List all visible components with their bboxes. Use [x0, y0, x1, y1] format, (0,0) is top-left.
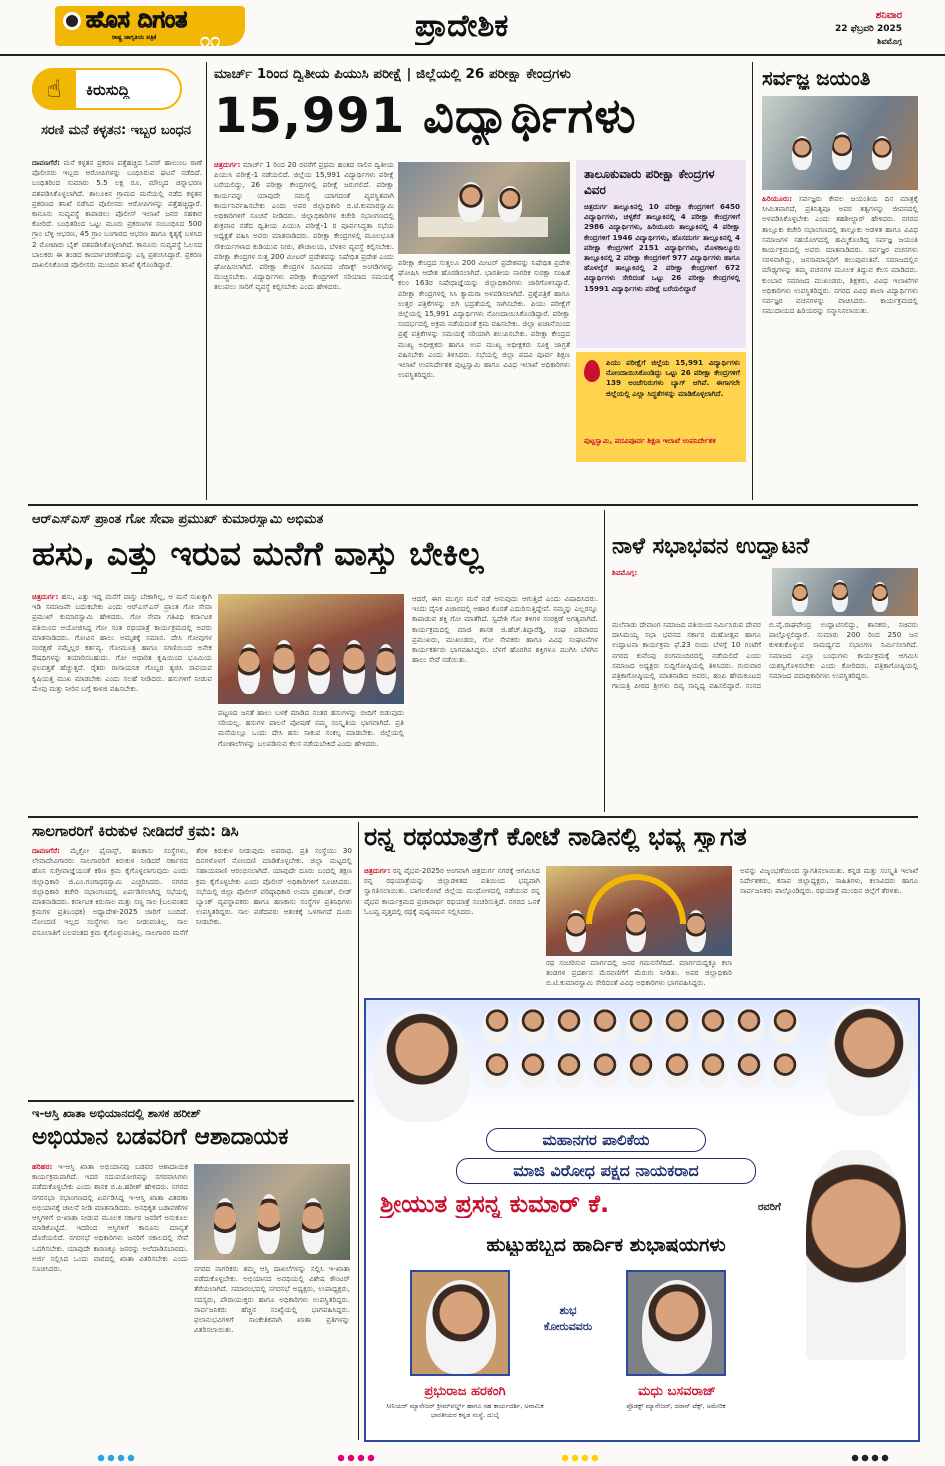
ad-photo-frame-1	[410, 1270, 510, 1376]
kirusuddi-badge	[32, 68, 182, 110]
column-divider	[604, 510, 605, 812]
page-date: 22 ಫೆಬ್ರವರಿ 2025	[835, 24, 902, 34]
section-title: ಪ್ರಾದೇಶಿಕ	[415, 8, 509, 44]
sarvajna-photo	[762, 96, 918, 190]
ratha-title: ರನ್ನ ರಥಯಾತ್ರೆಗೆ ಕೋಟೆ ನಾಡಿನಲ್ಲಿ ಭವ್ಯ ಸ್ವಾಗತ	[364, 822, 747, 851]
ekhata-dateline: ಹರಿಹರ:	[32, 1162, 53, 1171]
column-divider	[358, 822, 359, 1440]
registration-dots	[560, 1454, 600, 1462]
ad-portrait-small	[590, 1052, 620, 1088]
page-number: ೧೧	[200, 30, 221, 51]
ad-portrait-small	[770, 1052, 800, 1088]
ekhata-body-col1	[32, 1162, 188, 1440]
ratha-text-1: ರನ್ನ ವೈಭವ-2025ರ ಅಂಗವಾಗಿ ಚಿತ್ರದುರ್ಗ ನಗರಕ್ಕೆ ಆಗಮಿಸಿದ ರನ್ನ ರಥಯಾತ್ರೆಯನ್ನು ಜಿಲ್ಲಾಡಳಿತದ ವತಿಯಿಂದ ಭವ್ಯವಾಗಿ ಸ್ವಾಗತಿಸಲಾಯಿತು. ಬಾಗಲಕೋಟೆ ಜಿಲ್ಲೆಯ ಮುಧೋಳದಲ್ಲಿ ನಡೆಯುವ ರನ್ನ ವೈಭವ ಕಾರ್ಯಕ್ರಮದ ಪ್ರಚಾರಾರ್ಥ ರಥಯಾತ್ರೆ ಸಂಚರಿಸುತ್ತಿದೆ. ನಗರದ ಒನಕೆ ಓಬವ್ವ ವೃತ್ತದಲ್ಲಿ ರಥಕ್ಕೆ ಪುಷ್ಪನಮನ ಸಲ್ಲಿಸಿದರು.	[364, 866, 540, 916]
kirusuddi-title: ಸರಣಿ ಮನೆ ಕಳ್ಳತನ: ಇಬ್ಬರ ಬಂಧನ	[40, 123, 192, 138]
registration-dots	[850, 1454, 890, 1462]
salagara-title: ಸಾಲಗಾರರಿಗೆ ಕಿರುಕುಳ ನೀಡಿದರೆ ಕ್ರಮ: ಡಿಸಿ	[32, 822, 239, 840]
taluk-box	[576, 160, 746, 348]
meeting-photo	[398, 162, 570, 254]
kirusuddi-label: ಕಿರುಸುದ್ದಿ	[86, 81, 130, 99]
sabhabhavana-title: ನಾಳೆ ಸಭಾಭವನ ಉದ್ಘಾಟನೆ	[612, 534, 810, 559]
ekhata-text-2: ನಗರದ ನಾಗರಿಕರು ತಮ್ಮ ಆಸ್ತಿ ದಾಖಲೆಗಳನ್ನು ಸಲ್ಲಿಸಿ ಇ-ಖಾತಾ ಪಡೆದುಕೊಳ್ಳಬೇಕು. ಅಭಿಯಾನದ ಅವಧಿಯಲ್ಲಿ ವಿಶೇಷ ಕೌಂಟರ್ ತೆರೆಯಲಾಗಿದೆ. ಸಮಾರಂಭದಲ್ಲಿ ನಗರಸಭೆ ಅಧ್ಯಕ್ಷರು, ಉಪಾಧ್ಯಕ್ಷರು, ಸದಸ್ಯರು, ಪೌರಾಯುಕ್ತರು ಹಾಗೂ ಅಧಿಕಾರಿಗಳು ಉಪಸ್ಥಿತರಿದ್ದರು. ಸಾರ್ವಜನಿಕರು ಹೆಚ್ಚಿನ ಸಂಖ್ಯೆಯಲ್ಲಿ ಭಾಗವಹಿಸಿದ್ದರು. ಫಲಾನುಭವಿಗಳಿಗೆ ಸಾಂಕೇತಿಕವಾಗಿ ಖಾತಾ ಪ್ರತಿಗಳನ್ನು ವಿತರಿಸಲಾಯಿತು.	[194, 1264, 350, 1335]
ad-portrait-small	[590, 1008, 620, 1044]
ratha-body-col2	[546, 958, 732, 992]
rss-headline: ಹಸು, ಎತ್ತು ಇರುವ ಮನೆಗೆ ವಾಸ್ತು ಬೇಕಿಲ್ಲ	[32, 534, 484, 573]
ratha-photo	[546, 866, 732, 956]
salagara-dateline: ದಾವಣಗೆರೆ:	[32, 846, 61, 855]
ad-honoree-photo	[806, 1150, 906, 1360]
registration-dots	[336, 1454, 376, 1462]
go-seva-photo	[218, 594, 404, 704]
section-divider	[28, 816, 918, 818]
kirusuddi-text: ಮನೆ ಕಳ್ಳತನ ಪ್ರಕರಣ ಪತ್ತೆಹಚ್ಚಿದ ಓವರ್ ಹಾಲುಂಬ ಠಾಣೆ ಪೊಲೀಸರು ಇಬ್ಬರು ಆರೋಪಿಗಳನ್ನು ಬಂಧಿಸಿರುವ ಘಟನೆ ನಡೆದಿದೆ. ಬಂಧಿತರಿಂದ ಸುಮಾರು 5.5 ಲಕ್ಷ ರೂ. ಮೌಲ್ಯದ ಚಿನ್ನಾಭರಣ ವಶಪಡಿಸಿಕೊಳ್ಳಲಾಗಿದೆ. ತಾಲೂಕಿನ ಗ್ರಾಮದ ಮನೆಯಲ್ಲಿ ನಡೆದ ಕಳ್ಳತನ ಪ್ರಕರಣದ ತನಿಖೆ ನಡೆಸಿದ ಪೊಲೀಸರು ಆರೋಪಿಗಳನ್ನು ಪತ್ತೆಹಚ್ಚಿದ್ದಾರೆ. ಕಾನೂನು ಸುವ್ಯವಸ್ಥೆ ಕಾಪಾಡಲು ಪೊಲೀಸ್ ಇಲಾಖೆ ಜನರ ಸಹಕಾರ ಕೋರಿದೆ. ಬಂಧಿತರಿಂದ ಒಟ್ಟು ಮೂರು ಪ್ರಕರಣಗಳ ಸಂಬಂಧಿಸಿದ 500 ಗ್ರಾಂ ಬೆಳ್ಳಿ ಆಭರಣ, 45 ಗ್ರಾಂ ಬಂಗಾರದ ಆಭರಣ ಹಾಗೂ ಕೃತ್ಯಕ್ಕೆ ಬಳಸಿದ 2 ಮೋಟಾರು ಬೈಕ್ ವಶಪಡಿಸಿಕೊಳ್ಳಲಾಗಿದೆ. ಕಾನೂನು ಸುವ್ಯವಸ್ಥೆ ಓಲಸದ ಬಾಲಕರು ಈ ತಂಡದ ಕಾರ್ಯಾಚರಣೆಯನ್ನು ಎಸ್ಪಿ ಪ್ರಶಂಸಿಸಿದ್ದಾರೆ. ಪ್ರಕರಣ ದಾಖಲಿಸಿಕೊಂಡ ಪೊಲೀಸರು ಮುಂದಿನ ತನಿಖೆ ಕೈಗೊಂಡಿದ್ದಾರೆ.	[32, 158, 202, 270]
page-day: ಶನಿವಾರ	[875, 10, 902, 21]
ad-portrait-elder	[826, 1004, 912, 1116]
ratha-body-col1	[364, 866, 540, 992]
ad-portrait-small	[518, 1052, 548, 1088]
ekhata-headline: ಅಭಿಯಾನ ಬಡವರಿಗೆ ಆಶಾದಾಯಕ	[32, 1124, 289, 1150]
lead-text-1: ಮಾರ್ಚ್ 1 ರಿಂದ 20 ರವರೆಗೆ ಪ್ರಥಮ ಹಂತದ ಸಾಲಿನ ದ್ವಿತೀಯ ಪಿಯುಸಿ ಪರೀಕ್ಷೆ-1 ನಡೆಯಲಿದೆ. ಜಿಲ್ಲೆಯ 15,991 ವಿದ್ಯಾರ್ಥಿಗಳು ಪರೀಕ್ಷೆ ಬರೆಯಲಿದ್ದು, 26 ಪರೀಕ್ಷಾ ಕೇಂದ್ರಗಳಲ್ಲಿ ಪರೀಕ್ಷೆ ಜರುಗಲಿದೆ. ಪರೀಕ್ಷಾ ಕಾರ್ಯವನ್ನು ಯಾವುದೇ ಸಮಸ್ಯೆ ಯಾಗದಂತೆ ವ್ಯವಸ್ಥಿತವಾಗಿ ಕಾರ್ಯನಿರ್ವಹಿಸಬೇಕು ಎಂದು ಅಪರ ಜಿಲ್ಲಾಧಿಕಾರಿ ಬಿ.ಟಿ.ಕುಮಾರಸ್ವಾಮಿ ಅಧಿಕಾರಿಗಳಿಗೆ ಸೂಚನೆ ನೀಡಿದರು. ಜಿಲ್ಲಾಧಿಕಾರಿಗಳ ಕಚೇರಿ ಸಭಾಂಗಣದಲ್ಲಿ ಶುಕ್ರವಾರ ನಡೆದ ದ್ವಿತೀಯ ಪಿಯುಸಿ ಪರೀಕ್ಷೆ-1 ರ ಪೂರ್ವಸಿದ್ಧತಾ ಸಭೆಯ ಅಧ್ಯಕ್ಷತೆ ವಹಿಸಿ ಅವರು ಮಾತನಾಡಿದರು. ಪರೀಕ್ಷಾ ಕೇಂದ್ರಗಳಲ್ಲಿ ಮೂಲಭೂತ ಸೌಕರ್ಯಗಳಾದ ಕುಡಿಯುವ ನೀರು, ಶೌಚಾಲಯ, ಬೆಳಕಿನ ವ್ಯವಸ್ಥೆ ಕಲ್ಪಿಸಬೇಕು. ಪರೀಕ್ಷಾ ಕೇಂದ್ರಗಳ ಸುತ್ತ 200 ಮೀಟರ್ ಪ್ರದೇಶವನ್ನು ನಿಷೇಧಿತ ಪ್ರದೇಶ ಎಂದು ಘೋಷಿಸಲಾಗಿದೆ. ಪರೀಕ್ಷಾ ಕೇಂದ್ರಗಳ ಸಮೀಪದ ಜೆರಾಕ್ಸ್ ಅಂಗಡಿಗಳನ್ನು ಮುಚ್ಚಿಸಬೇಕು. ವಿದ್ಯಾರ್ಥಿಗಳು ಪರೀಕ್ಷಾ ಕೇಂದ್ರಗಳಿಗೆ ಸರಿಯಾದ ಸಮಯಕ್ಕೆ ತಲುಪಲು ಸಾರಿಗೆ ವ್ಯವಸ್ಥೆ ಕಲ್ಪಿಸಬೇಕು ಎಂದು ಹೇಳಿದರು.	[214, 160, 394, 292]
sarvajna-dateline: ಹಿರಿಯೂರು:	[762, 194, 792, 203]
ad-portrait-small	[698, 1008, 728, 1044]
ad-line2: ಮಾಜಿ ವಿರೋಧ ಪಕ್ಷದ ನಾಯಕರಾದ	[456, 1158, 756, 1184]
rss-body-col2	[218, 708, 404, 810]
lead-body-col2	[398, 258, 570, 496]
ratha-text-3: ಅವನ್ನು ವಿಜೃಂಭಣೆಯಿಂದ ಸ್ವಾಗತಿಸಲಾಯಿತು. ಕನ್ನಡ ಮತ್ತು ಸಂಸ್ಕೃತಿ ಇಲಾಖೆ ನಿರ್ದೇಶಕರು, ಕಸಾಪ ಜಿಲ್ಲಾಧ್ಯಕ್ಷರು, ಸಾಹಿತಿಗಳು, ಕಲಾವಿದರು ಹಾಗೂ ಸಾರ್ವಜನಿಕರು ಪಾಲ್ಗೊಂಡಿದ್ದರು. ರಥಯಾತ್ರೆ ಮುಂದಿನ ಜಿಲ್ಲೆಗೆ ತೆರಳಿತು.	[740, 866, 918, 896]
pointing-hand-icon: ☝	[32, 68, 76, 110]
ad-person1-name: ಪ್ರಭುರಾಜ ಹರಕಂಗಿ	[424, 1384, 506, 1399]
birthday-ad	[364, 998, 920, 1442]
sarvajna-body	[762, 194, 918, 496]
ad-portrait-small	[554, 1008, 584, 1044]
lead-kicker: ಮಾರ್ಚ್ 1ರಿಂದ ದ್ವಿತೀಯ ಪಿಯುಸಿ ಪರೀಕ್ಷೆ | ಜಿಲ್ಲೆಯಲ್ಲಿ 26 ಪರೀಕ್ಷಾ ಕೇಂದ್ರಗಳು	[214, 66, 571, 82]
ad-portrait-small	[734, 1052, 764, 1088]
sarvajna-title: ಸರ್ವಜ್ಞ ಜಯಂತಿ	[762, 66, 871, 90]
logo-tagline: ರಾಷ್ಟ್ರ ಜಾಗೃತಿಯ ಪತ್ರಿಕೆ	[112, 34, 157, 41]
ad-photo-frame-2	[626, 1270, 726, 1376]
column-divider	[752, 62, 753, 500]
ad-line1: ಮಹಾನಗರ ಪಾಲಿಕೆಯ	[486, 1128, 706, 1152]
rss-kicker: ಆರ್‌ಎಸ್‌ಎಸ್ ಪ್ರಾಂತ ಗೋ ಸೇವಾ ಪ್ರಮುಖ್ ಕುಮಾರಸ್ವಾಮಿ ಅಭಿಮತ	[32, 512, 324, 527]
ratha-body-col3	[740, 866, 918, 992]
ekhata-body-col2	[194, 1264, 350, 1440]
yellow-quote-box	[576, 352, 746, 462]
ad-person2-name: ಮಧು ಬಸವರಾಜ್	[638, 1384, 716, 1399]
taluk-box-body: ಚಿತ್ರದುರ್ಗ ತಾಲ್ಲೂಕಿನಲ್ಲಿ 10 ಪರೀಕ್ಷಾ ಕೇಂದ್ರಗಳಿಗೆ 6450 ವಿದ್ಯಾರ್ಥಿಗಳು, ಚಳ್ಳಕೆರೆ ತಾಲ್ಲೂಕಿನಲ್ಲಿ 4 ಪರೀಕ್ಷಾ ಕೇಂದ್ರಗಳಿಗೆ 2986 ವಿದ್ಯಾರ್ಥಿಗಳು, ಹಿರಿಯೂರು ತಾಲ್ಲೂಕಿನಲ್ಲಿ 4 ಪರೀಕ್ಷಾ ಕೇಂದ್ರಗಳಿಗೆ 1946 ವಿದ್ಯಾರ್ಥಿಗಳು, ಹೊಸದುರ್ಗ ತಾಲ್ಲೂಕಿನಲ್ಲಿ 4 ಪರೀಕ್ಷಾ ಕೇಂದ್ರಗಳಿಗೆ 2151 ವಿದ್ಯಾರ್ಥಿಗಳು, ಮೊಳಕಾಲ್ಮೂರು ತಾಲ್ಲೂಕಿನಲ್ಲಿ 2 ಪರೀಕ್ಷಾ ಕೇಂದ್ರಗಳಿಗೆ 977 ವಿದ್ಯಾರ್ಥಿಗಳು ಹಾಗೂ ಹೊಳಲ್ಕೆರೆ ತಾಲ್ಲೂಕಿನಲ್ಲಿ 2 ಪರೀಕ್ಷಾ ಕೇಂದ್ರಗಳಿಗೆ 672 ವಿದ್ಯಾರ್ಥಿಗಳು ಸೇರಿದಂತೆ ಒಟ್ಟು 26 ಪರೀಕ್ಷಾ ಕೇಂದ್ರಗಳಲ್ಲಿ 15991 ವಿದ್ಯಾರ್ಥಿಗಳು ಪರೀಕ್ಷೆ ಬರೆಯಲಿದ್ದಾರೆ	[584, 202, 740, 293]
ad-portrait-small	[698, 1052, 728, 1088]
ad-wish-1: ಶುಭ	[559, 1304, 577, 1317]
column-divider	[206, 62, 207, 500]
ad-portrait-small	[482, 1008, 512, 1044]
rss-text-3: ಆದರೆ, ಈಗ ಮುಗ್ಗನ ಮನೆ ನಡೆ ಆನುವುದು ಆಗುತ್ತಿದೆ ಎಂದು ವಿಷಾದಿಸಿದರು. ಇಂದು ದೈನಿಕ ವಿಚಾರದಲ್ಲಿ ಆಹಾರ ಕೊರತೆ ಎದುರಿಸುತ್ತಿದ್ದೇವೆ. ನಮ್ಮನ್ನು ಎಲ್ಲರನ್ನೂ ಕಾಪಾಡುವ ಶಕ್ತಿ ಗೋ ಮಾತೆಗಿದೆ. ಸ್ವದೇಶಿ ಗೋ ತಳಿಗಳ ಸಂರಕ್ಷಣೆ ಅಗತ್ಯವಾಗಿದೆ. ಕಾರ್ಯಕ್ರಮದಲ್ಲಿ ಮಾಜಿ ಶಾಸಕ ಜಿ.ಹೆಚ್.ತಿಪ್ಪಾರೆಡ್ಡಿ, ಸಂಘ ಪರಿವಾರದ ಪ್ರಮುಖರು, ಮುಖಂಡರು, ಗೋ ಸೇವಕರು ಹಾಗೂ ವಿವಿಧ ಸಂಘಟನೆಗಳ ಕಾರ್ಯಕರ್ತರು ಭಾಗವಹಿಸಿದ್ದರು. ಬೆಳಗೆ ಹೊರಗಿನ ಶಕ್ತಿಗಳೂ ಮುಗಿಸಿ ಬೆಳಗಿನ ಹಾಲು ಸೇವೆ ನಡೆಯಿತು.	[412, 594, 598, 665]
table-shape	[418, 217, 548, 237]
ad-portrait-small	[518, 1008, 548, 1044]
sabhabhavana-body: ಮಲೆನಾಡು ದೇವಾಂಗ ಸಮಾಜದ ವತಿಯಿಂದ ನಿರ್ಮಿಸಿರುವ ದೇವರ ದಾಸಿಮಯ್ಯ ಸಭಾ ಭವನದ ಸರ್ಕಾರ ಮಹೋತ್ಸವ ಹಾಗೂ ಉದ್ಘಾಟನಾ ಕಾರ್ಯಕ್ರಮ ಫೆ.23 ರಂದು ಬೆಳಗ್ಗೆ 10 ಗಂಟೆಗೆ ನಗರದ ಕುವೆಂಪು ರಂಗಮಂದಿರದಲ್ಲಿ ನಡೆಯಲಿದೆ ಎಂದು ಸಮಾಜದ ಅಧ್ಯಕ್ಷರು ಸುದ್ದಿಗೋಷ್ಠಿಯಲ್ಲಿ ತಿಳಿಸಿದರು. ಗುರುವಾರ ಪತ್ರಿಕಾಗೋಷ್ಠಿಯಲ್ಲಿ ಮಾತನಾಡಿದ ಅವರು, ಹಂಪಿ ಹೇಮಕೂಟದ ಗಾಯತ್ರಿ ಪೀಠದ ಶ್ರೀಗಳು ದಿವ್ಯ ಸಾನ್ನಿಧ್ಯ ವಹಿಸಲಿದ್ದಾರೆ. ಸಂಸದ ಬಿ.ವೈ.ರಾಘವೇಂದ್ರ ಉದ್ಘಾಟಿಸಲಿದ್ದು, ಶಾಸಕರು, ಸಚಿವರು ಪಾಲ್ಗೊಳ್ಳಲಿದ್ದಾರೆ. ಸುಮಾರು 200 ರಿಂದ 250 ಜನ ಕುಳಿತುಕೊಳ್ಳುವ ಸಾಮರ್ಥ್ಯದ ಸಭಾಂಗಣ ನಿರ್ಮಿಸಲಾಗಿದೆ. ಸಮಾಜದ ಎಲ್ಲಾ ಬಂಧುಗಳು ಕಾರ್ಯಕ್ರಮಕ್ಕೆ ಆಗಮಿಸಿ ಯಶಸ್ವಿಗೊಳಿಸಬೇಕು ಎಂದು ಕೋರಿದರು. ಪತ್ರಿಕಾಗೋಷ್ಠಿಯಲ್ಲಿ ಸಮಾಜದ ಪದಾಧಿಕಾರಿಗಳು ಉಪಸ್ಥಿತರಿದ್ದರು.	[612, 620, 918, 691]
ad-portrait-small	[662, 1052, 692, 1088]
registration-dots	[96, 1454, 136, 1462]
kirusuddi-dateline: ದಾವಣಗೆರೆ:	[32, 158, 61, 167]
rss-body-col3	[412, 594, 598, 810]
ad-portrait-small	[554, 1052, 584, 1088]
rss-text-1: ಹಸು, ಎತ್ತು ಇದ್ದ ಮನೆಗೆ ವಾಸ್ತು ಬೇಕಾಗಿಲ್ಲ, ಆ ಮನೆ ಸುಖಕ್ಕಾಗಿ ಇಡಿ ಸಮಾಜವೇ ಬದುಕಬೇಕು ಎಂದು ಆರ್‌ಎಸ್‌ಎಸ್ ಪ್ರಾಂತ ಗೋ ಸೇವಾ ಪ್ರಮುಖ್ ಕುಮಾರಸ್ವಾಮಿ ಹೇಳಿದರು. ಗೋ ಸೇವಾ ಗತಿವಿಧಿ ಕರ್ನಾಟಕ ವತಿಯಿಂದ ಆಯೋಜಿಸಿದ್ದ ಗೋ ಸಂತ ರಥಯಾತ್ರೆ ಕಾರ್ಯಕ್ರಮದಲ್ಲಿ ಅವರು ಮಾತನಾಡಿದರು. ಗೋವಿನ ಹಾಲು ಅಮೃತಕ್ಕೆ ಸಮಾನ. ದೇಸಿ ಗೋವುಗಳ ಸಂರಕ್ಷಣೆ ನಮ್ಮೆಲ್ಲರ ಕರ್ತವ್ಯ. ಗೋಮೂತ್ರ ಹಾಗೂ ಸಗಣಿಯಿಂದ ಅನೇಕ ಔಷಧಿಗಳನ್ನು ತಯಾರಿಸಬಹುದು. ಗೋ ಆಧಾರಿತ ಕೃಷಿಯಿಂದ ಭೂಮಿಯ ಫಲವತ್ತತೆ ಹೆಚ್ಚುತ್ತದೆ. ರೈತರು ರಾಸಾಯನಿಕ ಗೊಬ್ಬರ ತ್ಯಜಿಸಿ ಸಾವಯವ ಕೃಷಿಯತ್ತ ಮುಖ ಮಾಡಬೇಕು ಎಂದು ಸಲಹೆ ನೀಡಿದರು. ಹಸುಗಳಿಗೆ ನೀಡುವ ಮೇವು ಮತ್ತು ನೀರಿನ ಬಗ್ಗೆ ಕಾಳಜಿ ವಹಿಸಬೇಕು.	[32, 592, 212, 693]
quote-drop-icon	[584, 360, 600, 382]
ad-person2-role: ಪ್ರೊಡಕ್ಟ್ ಮ್ಯಾನೇಜರ್, ದರಾಸ್ ಟೆಕ್ಸ್, ಅಮೇರಿಕ	[626, 1402, 726, 1410]
yellow-box-body: ಪಿಯು ಪರೀಕ್ಷೆಗೆ ಜಿಲ್ಲೆಯ 15,991 ವಿದ್ಯಾರ್ಥಿಗಳು ನೋಂದಾಯಿಸಿಕೊಂಡಿದ್ದು ಒಟ್ಟು 26 ಪರೀಕ್ಷಾ ಕೇಂದ್ರಗಳಿಗೆ 139 ಅಂಚೆಗುರುಗಳು ಬ್ಯಾಗ್ ಆಗಿವೆ. ಈಗಾಗಲೇ ಜಿಲ್ಲೆಯಲ್ಲಿ ಎಲ್ಲಾ ಸಿದ್ಧತೆಗಳನ್ನು ಮಾಡಿಕೊಳ್ಳಲಾಗಿದೆ.	[606, 358, 740, 398]
ad-person1-role: ಸೀನಿಯರ್ ಮ್ಯಾನೇಜರ್ ಕ್ರೀಮ್‌ವರ್ಲ್ಡ್ ಹಾಗೂ ಸಹ ಕಾರ್ಯದರ್ಶಿ, ಅನಾಮಿಕ ಭಾರತೀಯರ ಕನ್ನಡ ಸಂಸ್ಥೆ, ದುಬೈ	[386, 1402, 544, 1419]
rss-body-col1	[32, 592, 212, 810]
logo-icon	[63, 12, 81, 30]
ratha-text-2: ರಥ ಸಂಚರಿಸುವ ಮಾರ್ಗದಲ್ಲಿ ಜನರ ಗಮನಸೆಳೆದಿದೆ. ಮಾರ್ಗದುದ್ದಕ್ಕೂ ಕಲಾ ತಂಡಗಳ ಪ್ರದರ್ಶನ ಮೆರವಣಿಗೆಗೆ ಮೆರುಗು ನೀಡಿತು. ಅಪರ ಜಿಲ್ಲಾಧಿಕಾರಿ ಬಿ.ಟಿ.ಕುಮಾರಸ್ವಾಮಿ ಸೇರಿದಂತೆ ವಿವಿಧ ಅಧಿಕಾರಿಗಳು ಭಾಗವಹಿಸಿದ್ದರು.	[546, 958, 732, 988]
ad-portrait-small	[734, 1008, 764, 1044]
ekhata-kicker: ಇ-ಆಸ್ತಿ ಖಾತಾ ಅಭಿಯಾನದಲ್ಲಿ ಶಾಸಕ ಹರೀಶ್	[32, 1106, 201, 1120]
lead-text-2: ಪರೀಕ್ಷಾ ಕೇಂದ್ರದ ಸುತ್ತಲೂ 200 ಮೀಟರ್ ಪ್ರದೇಶವನ್ನು ನಿಷೇಧಿತ ಪ್ರದೇಶ ಘೋಷಿಸಿ ಆದೇಶ ಹೊರಡಿಸಲಾಗಿದೆ. ಭಾರತೀಯ ನಾಗರಿಕ ಸುರಕ್ಷಾ ಸಂಹಿತೆ ಕಲಂ 163ರ ನಿಷೇಧಾಜ್ಞೆಯನ್ನು ಜಿಲ್ಲಾಧಿಕಾರಿಗಳು ಜಾರಿಗೊಳಿಸಿದ್ದಾರೆ. ಪರೀಕ್ಷಾ ಕೇಂದ್ರಗಳಲ್ಲಿ ಸಿಸಿ ಕ್ಯಾಮರಾ ಅಳವಡಿಸಲಾಗಿದೆ. ಪ್ರಶ್ನೆಪತ್ರಿಕೆ ಹಾಗೂ ಉತ್ತರ ಪತ್ರಿಕೆಗಳನ್ನು ಬಿಗಿ ಭದ್ರತೆಯಲ್ಲಿ ಸಾಗಿಸಬೇಕು. ಪಿಯು ಪರೀಕ್ಷೆಗೆ ಜಿಲ್ಲೆಯಲ್ಲಿ 15,991 ವಿದ್ಯಾರ್ಥಿಗಳು ನೋಂದಾಯಿಸಿಕೊಂಡಿದ್ದಾರೆ. ಪರೀಕ್ಷಾ ಸಂದರ್ಭದಲ್ಲಿ ಅಕ್ರಮ ನಡೆಯದಂತೆ ಕ್ರಮ ವಹಿಸಬೇಕು. ಜಿಲ್ಲಾ ಖಜಾನೆಯಿಂದ ಪ್ರಶ್ನೆ ಪತ್ರಿಕೆಗಳನ್ನು ಸಮಯಕ್ಕೆ ಸರಿಯಾಗಿ ತಲುಪಿಸಬೇಕು. ಪರೀಕ್ಷಾ ಕೇಂದ್ರದ ಮುಖ್ಯ ಅಧೀಕ್ಷಕರು ಹಾಗೂ ಉಪ ಮುಖ್ಯ ಅಧೀಕ್ಷಕರು ಸೂಕ್ತ ಜಾಗ್ರತೆ ವಹಿಸಬೇಕು ಎಂದು ತಿಳಿಸಿದರು. ಸಭೆಯಲ್ಲಿ ಜಿಲ್ಲಾ ಪದವಿ ಪೂರ್ವ ಶಿಕ್ಷಣ ಇಲಾಖೆ ಉಪನಿರ್ದೇಶಕ ಪುಟ್ಟಸ್ವಾಮಿ ಹಾಗೂ ವಿವಿಧ ಇಲಾಖೆ ಅಧಿಕಾರಿಗಳು ಉಪಸ್ಥಿತರಿದ್ದರು.	[398, 258, 570, 380]
lead-headline: 15,991 ವಿದ್ಯಾರ್ಥಿಗಳು	[214, 88, 637, 144]
ad-portrait-small	[770, 1008, 800, 1044]
salagara-text: ಮೈಕ್ರೋ ಫೈನಾನ್ಸ್, ಹಣಕಾಸು ಸಂಸ್ಥೆಗಳು, ಲೇವಾದೇವಿಗಾರರು ಸಾಲಗಾರರಿಗೆ ಕಿರುಕುಳ ನೀಡಿದರೆ ಸರ್ಕಾರದ ಹೊಸ ಸುಗ್ರೀವಾಜ್ಞೆಯಂತೆ ಕಠಿಣ ಕ್ರಮ ಕೈಗೊಳ್ಳಲಾಗುವುದು ಎಂದು ಜಿಲ್ಲಾಧಿಕಾರಿ ಜಿ.ಎಂ.ಗಂಗಾಧರಸ್ವಾಮಿ ಎಚ್ಚರಿಸಿದರು. ನಗರದ ಜಿಲ್ಲಾಧಿಕಾರಿ ಕಚೇರಿ ಸಭಾಂಗಣದಲ್ಲಿ ಏರ್ಪಡಿಸಲಾಗಿದ್ದ ಸಭೆಯಲ್ಲಿ ಮಾತನಾಡಿದರು. ಕರ್ನಾಟಕ ಕಿರುಸಾಲ ಮತ್ತು ಸಣ್ಣ ಸಾಲ (ಬಲವಂತದ ಕ್ರಮಗಳ ಪ್ರತಿಬಂಧಕ) ಅಧ್ಯಾದೇಶ-2025 ಜಾರಿಗೆ ಬಂದಿದೆ. ನೋಂದಣಿ ಇಲ್ಲದ ಸಂಸ್ಥೆಗಳು ಸಾಲ ನೀಡುವಂತಿಲ್ಲ. ಸಾಲ ವಸೂಲಾತಿಗೆ ಬಲವಂತದ ಕ್ರಮ ಕೈಗೊಳ್ಳುವಂತಿಲ್ಲ. ಸಾಲಗಾರರ ಮನೆಗೆ ತೆರಳಿ ಕಿರುಕುಳ ನೀಡುವುದು ಅಪರಾಧ. ಪ್ರತಿ ಸಂಸ್ಥೆಯು 30 ದಿನಗಳೊಳಗೆ ನೋಂದಣಿ ಮಾಡಿಕೊಳ್ಳಬೇಕು. ಜಿಲ್ಲಾ ಮಟ್ಟದಲ್ಲಿ ಸಹಾಯವಾಣಿ ಆರಂಭಿಸಲಾಗಿದೆ. ಯಾವುದೇ ದೂರು ಬಂದಲ್ಲಿ ತಕ್ಷಣ ಕ್ರಮ ಕೈಗೊಳ್ಳಬೇಕು ಎಂದು ಪೊಲೀಸ್ ಅಧಿಕಾರಿಗಳಿಗೆ ಸೂಚಿಸಿದರು. ಸಭೆಯಲ್ಲಿ ಜಿಲ್ಲಾ ಪೊಲೀಸ್ ವರಿಷ್ಠಾಧಿಕಾರಿ ಉಮಾ ಪ್ರಶಾಂತ್, ಲೀಡ್ ಬ್ಯಾಂಕ್ ವ್ಯವಸ್ಥಾಪಕರು ಹಾಗೂ ಹಣಕಾಸು ಸಂಸ್ಥೆಗಳ ಪ್ರತಿನಿಧಿಗಳು ಉಪಸ್ಥಿತರಿದ್ದರು. ಸಾಲ ಪಡೆದವರು ಆತಂಕಕ್ಕೆ ಒಳಗಾಗದೆ ದೂರು ನೀಡಬೇಕು.	[32, 846, 352, 937]
ad-portrait-small	[662, 1008, 692, 1044]
sabhabhavana-dateline: ಶಿವಮೊಗ್ಗ:	[612, 568, 638, 577]
sarvajna-text: ಸರ್ವಜ್ಞರು ಕೇವಲ ಜಯಂತಿಯ ದಿನ ಮಾತ್ರಕ್ಕೆ ಸೀಮಿತವಾಗದೆ, ಪ್ರತಿನಿತ್ಯವೂ ಅವರ ತತ್ವಗಳನ್ನು ಜೀವನದಲ್ಲಿ ಅಳವಡಿಸಿಕೊಳ್ಳಬೇಕು ಎಂದು ತಹಶೀಲ್ದಾರ್ ಹೇಳಿದರು. ನಗರದ ತಾಲ್ಲೂಕು ಕಚೇರಿ ಸಭಾಂಗಣದಲ್ಲಿ ತಾಲ್ಲೂಕು ಆಡಳಿತ ಹಾಗೂ ವಿವಿಧ ಸಮಾಜಗಳ ಸಹಯೋಗದಲ್ಲಿ ಹಮ್ಮಿಕೊಂಡಿದ್ದ ಸರ್ವಜ್ಞ ಜಯಂತಿ ಕಾರ್ಯಕ್ರಮದಲ್ಲಿ ಅವರು ಮಾತನಾಡಿದರು. ಸರ್ವಜ್ಞರ ವಚನಗಳು ಸರಳವಾಗಿದ್ದು, ಜನಸಾಮಾನ್ಯರಿಗೆ ತಲುಪುವಂತಿವೆ. ಸಮಾಜದಲ್ಲಿನ ಮೌಢ್ಯಗಳನ್ನು ತಮ್ಮ ವಚನಗಳ ಮೂಲಕ ತಿದ್ದುವ ಕೆಲಸ ಮಾಡಿದರು. ಕುಂಬಾರ ಸಮಾಜದ ಮುಖಂಡರು, ಶಿಕ್ಷಕರು, ವಿವಿಧ ಇಲಾಖೆಗಳ ಅಧಿಕಾರಿಗಳು ಉಪಸ್ಥಿತರಿದ್ದರು. ನಗರದ ವಿವಿಧ ಶಾಲಾ ವಿದ್ಯಾರ್ಥಿಗಳು ಸರ್ವಜ್ಞರ ವಚನಗಳನ್ನು ವಾಚಿಸಿದರು. ಕಾರ್ಯಕ್ರಮದಲ್ಲಿ ಸಮುದಾಯದ ಹಿರಿಯರನ್ನು ಸನ್ಮಾನಿಸಲಾಯಿತು.	[762, 194, 918, 316]
page-city: ಶಿವಮೊಗ್ಗ	[877, 37, 902, 46]
ad-portrait-small	[626, 1052, 656, 1088]
lead-dateline: ಚಿತ್ರದುರ್ಗ:	[214, 160, 241, 169]
ad-name-suffix: ರವರಿಗೆ	[758, 1202, 781, 1213]
ad-greeting: ಹುಟ್ಟುಹಬ್ಬದ ಹಾರ್ದಿಕ ಶುಭಾಷಯಗಳು	[486, 1234, 726, 1256]
ratha-dateline: ಚಿತ್ರದುರ್ಗ:	[364, 866, 391, 875]
section-divider	[28, 504, 918, 506]
rss-dateline: ಚಿತ್ರದುರ್ಗ:	[32, 592, 59, 601]
ad-wish-2: ಕೋರುವವರು	[543, 1320, 593, 1333]
ekhata-text-1: ಇ-ಆಸ್ತಿ ಖಾತಾ ಅಭಿಯಾನವು ಬಡವರ ಆಶಾದಾಯಕ ಕಾರ್ಯಕ್ರಮವಾಗಿದೆ. ಇದರ ಸದುಪಯೋಗವನ್ನು ನಗರವಾಸಿಗಳು ಪಡೆದುಕೊಳ್ಳಬೇಕು ಎಂದು ಶಾಸಕ ಬಿ.ಪಿ.ಹರೀಶ್ ಹೇಳಿದರು. ನಗರದ ನಗರಸಭಾ ಸಭಾಂಗಣದಲ್ಲಿ ಏರ್ಪಡಿಸಿದ್ದ ಇ-ಆಸ್ತಿ ಖಾತಾ ವಿತರಣಾ ಅಭಿಯಾನಕ್ಕೆ ಚಾಲನೆ ನೀಡಿ ಮಾತನಾಡಿದರು. ಅನಧಿಕೃತ ಬಡಾವಣೆಗಳ ಆಸ್ತಿಗಳಿಗೆ ಬಿ-ಖಾತಾ ನೀಡುವ ಮೂಲಕ ಸರ್ಕಾರ ಜನರಿಗೆ ಅನುಕೂಲ ಮಾಡಿಕೊಟ್ಟಿದೆ. ಇದರಿಂದ ಆಸ್ತಿಗಳಿಗೆ ಕಾನೂನು ಮಾನ್ಯತೆ ದೊರೆಯಲಿದೆ. ನಗರಸಭೆ ಅಧಿಕಾರಿಗಳು ಜನರಿಗೆ ಸಕಾಲದಲ್ಲಿ ಸೇವೆ ಒದಗಿಸಬೇಕು. ಯಾವುದೇ ಕಾರಣಕ್ಕೂ ಜನರನ್ನು ಅಲೆದಾಡಿಸಬಾರದು. ಅರ್ಜಿ ಸಲ್ಲಿಸಿದ ಒಂದು ವಾರದಲ್ಲಿ ಖಾತಾ ವಿತರಿಸಬೇಕು ಎಂದು ಸೂಚಿಸಿದರು.	[32, 1162, 188, 1274]
ad-portrait-small	[626, 1008, 656, 1044]
section-divider	[28, 1100, 354, 1102]
ad-portrait-main	[374, 1010, 470, 1122]
salagara-body	[32, 846, 352, 1094]
ekhata-photo	[194, 1164, 350, 1260]
yellow-box-byline: ಪುಟ್ಟಸ್ವಾಮಿ, ಪದವಿಪೂರ್ವ ಶಿಕ್ಷಣ ಇಲಾಖೆ ಉಪನಿರ್ದೇಶಕ	[584, 436, 716, 445]
masthead	[0, 0, 945, 56]
lead-body-col1	[214, 160, 394, 496]
ad-portrait-small	[482, 1052, 512, 1088]
kirusuddi-body	[32, 158, 202, 496]
ad-honoree-name: ಶ್ರೀಯುತ ಪ್ರಸನ್ನ ಕುಮಾರ್ ಕೆ.	[380, 1190, 610, 1218]
taluk-box-title: ತಾಲೂಕುವಾರು ಪರೀಕ್ಷಾ ಕೇಂದ್ರಗಳ ವಿವರ	[584, 167, 715, 197]
rss-text-2: ಪಟ್ಟಣದ ಜನತೆ ಹಾಲು ಬಳಕೆ ಮಾಡಿದ ನಂತರ ಹಸುಗಳನ್ನು ಬೀದಿಗೆ ಬಿಡುವುದು ಸರಿಯಲ್ಲ. ಹಸುಗಳ ಪಾಲನೆ ಪೋಷಣೆ ನಮ್ಮ ಸಂಸ್ಕೃತಿಯ ಭಾಗವಾಗಿದೆ. ಪ್ರತಿ ಮನೆಯಲ್ಲೂ ಒಂದು ದೇಸಿ ಹಸು ಸಾಕುವ ಸಂಕಲ್ಪ ಮಾಡಬೇಕು. ಜಿಲ್ಲೆಯಲ್ಲಿ ಗೋಶಾಲೆಗಳನ್ನು ಬಲಪಡಿಸುವ ಕೆಲಸ ನಡೆಯಬೇಕಿದೆ ಎಂದು ಹೇಳಿದರು.	[218, 708, 404, 748]
logo-text: ಹೊಸ ದಿಗಂತ	[86, 7, 188, 33]
